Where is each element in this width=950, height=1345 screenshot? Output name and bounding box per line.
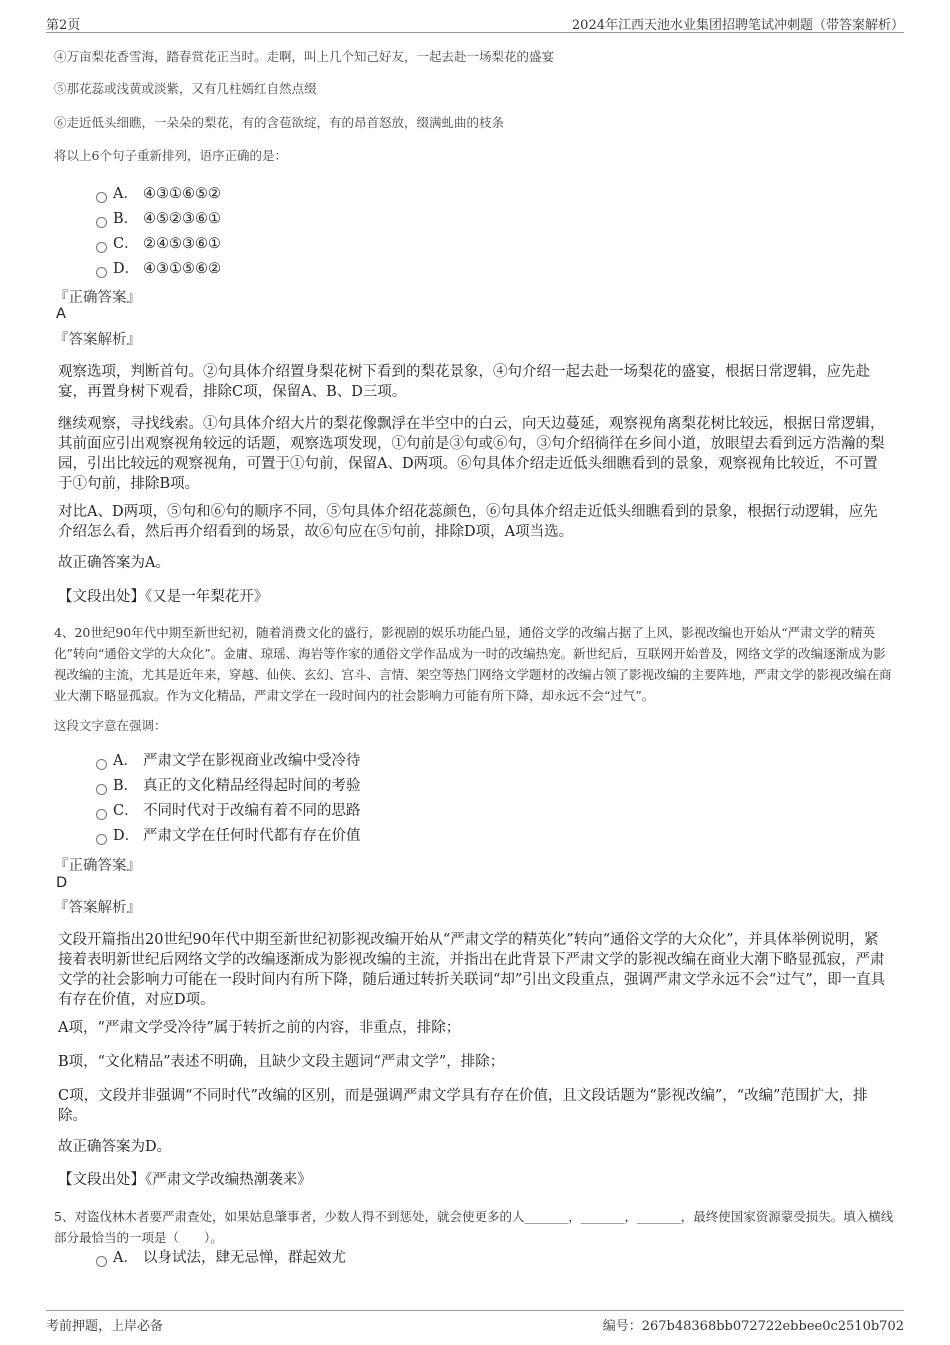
question-text: 4、20世纪90年代中期至新世纪初，随着消费文化的盛行，影视剧的娱乐功能凸显，通俗文学的改编占据了上风，影视改编也开始从“严肃文学的精英化”转向“通俗文学的大众化”。金庸、琼瑶、海岩等作家的通俗文学作品成为一时的改编热宠。新世纪后，互联网开始普及，网络文学的改编逐渐成为影视改编的主流，尤其是近年来，穿越、仙侠、玄幻、宫斗、言情、架空等热门网络文学题材的改编占领了影视改编的主要阵地，严肃文学的影视改编在商业大潮下略显孤寂。作为文化精品，严肃文学在一段时间内的社会影响力可能有所下降，却永远不会“过气”。	[54, 625, 892, 703]
radio-icon[interactable]	[96, 809, 107, 820]
analysis-paragraph: 观察选项，判断首句。②句具体介绍置身梨花树下看到的梨花景象，④句介绍一起去赴一场梨花的盛宴，根据日常逻辑，应先赴宴，再置身树下观看，排除C项，保留A、B、D三项。	[58, 364, 870, 400]
analysis-paragraph: 文段开篇指出20世纪90年代中期至新世纪初影视改编开始从“严肃文学的精英化”转向“通俗文学的大众化”，并具体举例说明，紧接着表明新世纪后网络文学的改编逐渐成为影视改编的主流，并指出在此背景下严肃文学的影视改编在商业大潮下略显孤寂，严肃文学的社会影响力可能在一段时间内有所下降，随后通过转折关联词“却”引出文段重点，强调严肃文学永远不会“过气”，即一直具有存在价值，对应D项。	[58, 932, 886, 1008]
option-d[interactable]: D． ④③①⑤⑥②	[96, 258, 221, 280]
answer-value: D	[56, 875, 68, 891]
analysis-conclusion: 故正确答案为D。	[58, 1139, 172, 1155]
footer-slogan: 考前押题，上岸必备	[46, 1319, 164, 1334]
analysis-paragraph: 继续观察，寻找线索。①句具体介绍大片的梨花像飘浮在半空中的白云，向天边蔓延，观察视角离梨花树比较远，根据日常逻辑，其前面应引出观察视角较远的话题，观察选项发现，①句前是③句或⑥句，③句介绍徜徉在乡间小道，放眼望去看到远方浩瀚的梨园，引出比较远的观察视角，可置于①句前，保留A、D两项。⑥句具体介绍走近低头细瞧看到的景象，观察视角比较近，不可置于①句前，排除B项。	[58, 416, 885, 492]
document-id: 编号：267b48368bb072722ebbee0c2510b702	[602, 1319, 904, 1334]
option-a[interactable]: A． 严肃文学在影视商业改编中受冷待	[96, 750, 361, 772]
analysis-label: 『答案解析』	[54, 900, 141, 916]
answer-value: A	[56, 306, 66, 322]
radio-icon[interactable]	[96, 242, 107, 253]
radio-icon[interactable]	[96, 759, 107, 770]
option-c[interactable]: C． ②④⑤③⑥①	[96, 233, 221, 255]
option-d[interactable]: D． 严肃文学在任何时代都有存在价值	[96, 825, 361, 847]
radio-icon[interactable]	[96, 267, 107, 278]
sentence-6: ⑥走近低头细瞧，一朵朵的梨花，有的含苞欲绽，有的昂首怒放，缀满虬曲的枝条	[54, 115, 505, 130]
question-text: 5、对盗伐林木者要严肃查处，如果姑息肇事者，少数人得不到惩处，就会使更多的人_______，_______，_______，最终使国家资源蒙受损失。填入横线部分最恰当的一项是（ ）。	[54, 1209, 894, 1245]
page-footer	[46, 1310, 904, 1335]
radio-icon[interactable]	[96, 834, 107, 845]
analysis-label: 『答案解析』	[54, 332, 141, 348]
answer-label: 『正确答案』	[54, 290, 141, 306]
answer-label: 『正确答案』	[54, 858, 141, 874]
analysis-paragraph: C项，文段并非强调“不同时代”改编的区别，而是强调严肃文学具有存在价值，且文段话题为“影视改编”，“改编”范围扩大，排除。	[58, 1088, 868, 1124]
analysis-paragraph: 对比A、D两项，⑤句和⑥句的顺序不同，⑤句具体介绍花蕊颜色，⑥句具体介绍走近低头细瞧看到的景象，根据行动逻辑，应先介绍怎么看，然后再介绍看到的场景，故⑥句应在⑤句前，排除D项，A项当选。	[58, 504, 878, 540]
option-a[interactable]: A． ④③①⑥⑤②	[96, 183, 221, 205]
sentence-4: ④万亩梨花香雪海，踏春赏花正当时。走啊，叫上几个知己好友，一起去赴一场梨花的盛宴	[54, 49, 555, 64]
source-citation: 【文段出处】《严肃文学改编热潮袭来》	[58, 1172, 312, 1188]
option-a[interactable]: A． 以身试法，肆无忌惮，群起效尤	[96, 1247, 346, 1269]
radio-icon[interactable]	[96, 217, 107, 228]
question-prompt: 这段文字意在强调：	[54, 718, 167, 733]
option-b[interactable]: B． ④⑤②③⑥①	[96, 208, 221, 230]
radio-icon[interactable]	[96, 784, 107, 795]
analysis-conclusion: 故正确答案为A。	[58, 555, 170, 571]
sentence-5: ⑤那花蕊或浅黄或淡紫，又有几柱嫣红自然点缀	[54, 81, 317, 96]
radio-icon[interactable]	[96, 1256, 107, 1267]
radio-icon[interactable]	[96, 192, 107, 203]
analysis-paragraph: A项，“严肃文学受冷待”属于转折之前的内容，非重点，排除；	[58, 1020, 461, 1036]
source-citation: 【文段出处】《又是一年梨花开》	[58, 589, 269, 605]
analysis-paragraph: B项，“文化精品”表述不明确，且缺少文段主题词“严肃文学”，排除；	[58, 1054, 505, 1070]
page-number: 第2页	[46, 18, 81, 33]
question-prompt: 将以上6个句子重新排列，语序正确的是：	[54, 148, 287, 163]
option-b[interactable]: B． 真正的文化精品经得起时间的考验	[96, 775, 361, 797]
document-title: 2024年江西天池水业集团招聘笔试冲刺题（带答案解析）	[571, 18, 904, 33]
option-c[interactable]: C． 不同时代对于改编有着不同的思路	[96, 800, 361, 822]
page-header	[46, 10, 904, 33]
